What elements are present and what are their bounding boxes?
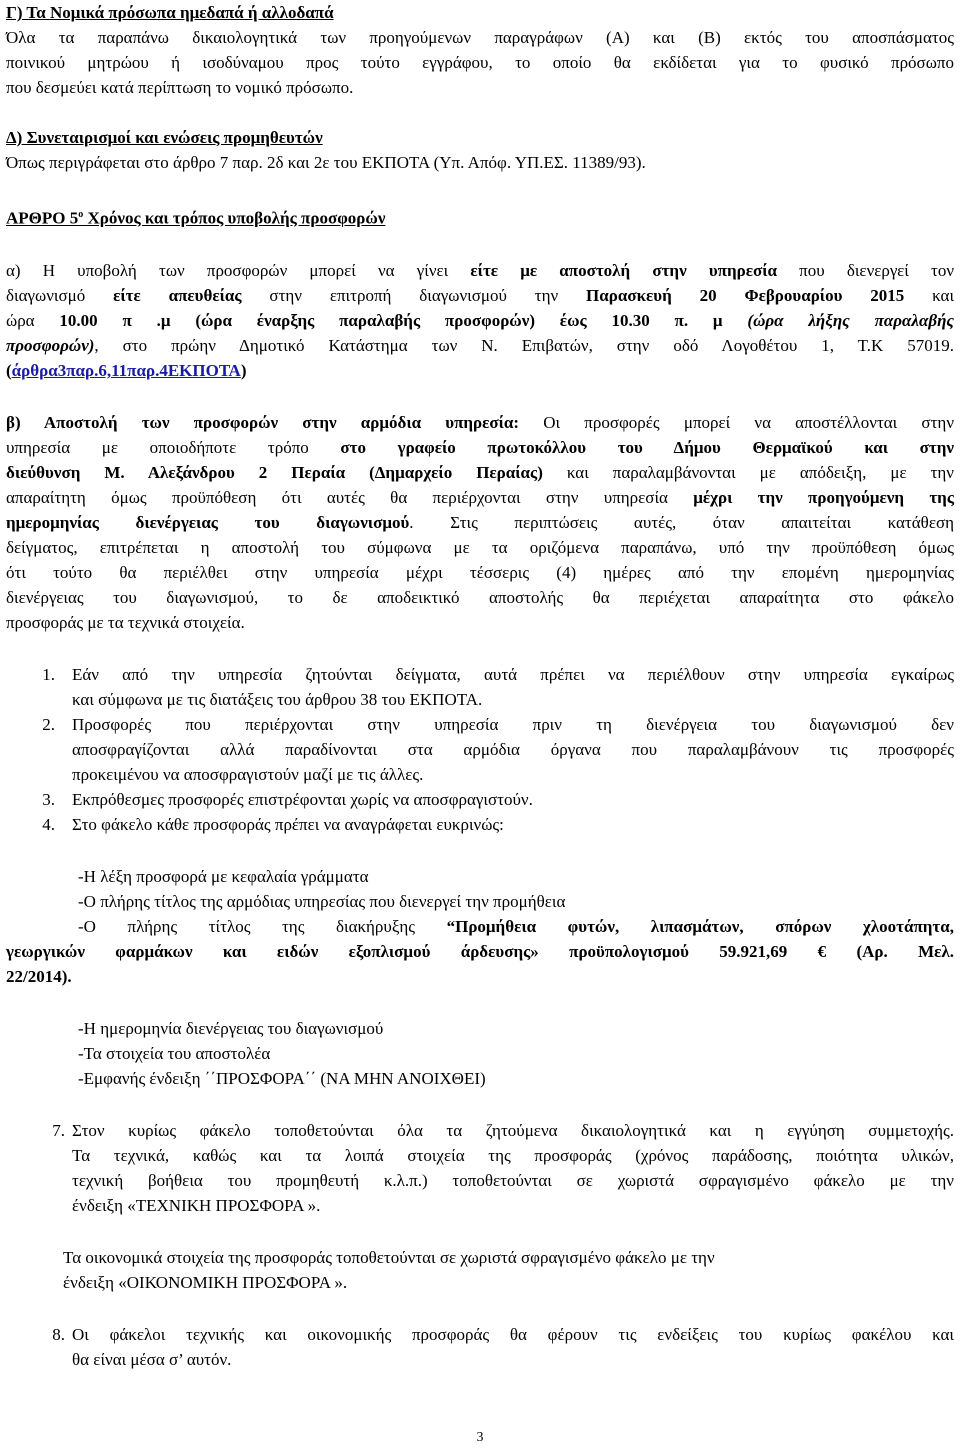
list-item-line: Τα οικονομικά στοιχεία της προσφοράς τοποθετούνται σε χωριστά σφραγισμένο φάκελο με την bbox=[63, 1248, 715, 1267]
text-run: ώρα bbox=[6, 311, 60, 330]
text-run: Οι προσφορές μπορεί να αποστέλλονται στην bbox=[519, 413, 954, 432]
para-b-line bbox=[6, 410, 954, 435]
text-run-bold-italic: (ώρα λήξης παραλαβής bbox=[747, 311, 954, 330]
text-run-bold: στο γραφείο πρωτοκόλλου του Δήμου Θερμαϊκού και στην bbox=[340, 438, 954, 457]
text-run: και παραλαμβάνονται με απόδειξη, με την bbox=[542, 463, 954, 482]
page-number: 3 bbox=[476, 1430, 484, 1445]
envelope-detail: -Τα στοιχεία του αποστολέα bbox=[78, 1044, 271, 1063]
list-item-line: προκειμένου να αποσφραγιστούν μαζί με τις άλλες. bbox=[72, 765, 424, 784]
envelope-detail bbox=[78, 914, 954, 939]
para-a-line bbox=[6, 308, 954, 333]
para-b-line: ότι τούτο θα περιέλθει στην υπηρεσία μέχρι τέσσερις (4) ημέρες από την επομένη ημερομηνίας bbox=[6, 563, 954, 582]
envelope-detail: -Η λέξη προσφορά με κεφαλαία γράμματα bbox=[78, 867, 369, 886]
para-a-line bbox=[6, 283, 954, 308]
list-item-line: ένδειξη «ΟΙΚΟΝΟΜΙΚΗ ΠΡΟΣΦΟΡΑ ». bbox=[63, 1273, 348, 1292]
list-item-line: Στον κυρίως φάκελο τοποθετούνται όλα τα ζητούμενα δικαιολογητικά και η εγγύηση συμμετοχής. bbox=[72, 1121, 954, 1140]
text-run: στην επιτροπή διαγωνισμού την bbox=[241, 286, 587, 305]
envelope-detail: -Εμφανής ένδειξη ΄΄ΠΡΟΣΦΟΡΑ΄΄ (ΝΑ ΜΗΝ ΑΝΟΙΧΘΕΙ) bbox=[78, 1069, 486, 1088]
tender-title: “Προμήθεια φυτών, λιπασμάτων, σπόρων χλοοτάπητα, bbox=[446, 917, 954, 936]
list-item-line: Προσφορές που περιέρχονται στην υπηρεσία πριν τη διενέργεια του διαγωνισμού δεν bbox=[72, 715, 954, 734]
text-run: διαγωνισμό bbox=[6, 286, 114, 305]
text-run-bold: είτε απευθείας bbox=[113, 286, 242, 305]
para-a-line bbox=[6, 358, 954, 383]
para-b-line bbox=[6, 435, 954, 460]
document-page: Γ) Τα Νομικά πρόσωπα ημεδαπά ή αλλοδαπά Όλα τα παραπάνω δικαιολογητικά των προηγούμενων παραγράφων (Α) και (Β) εκτός του αποσπάσματος ποινικού μητρώου ή ισοδύναμου προς τούτο εγγράφου, το οποίο θα εκδίδεται για το φυσικό πρόσωπο που δεσμεύει κατά περίπτωση το νομικό πρόσωπο. Δ) Συνεταιρισμοί και ενώσεις προμηθευτών Όπως περιγράφεται στο άρθρο 7 παρ. 2δ και 2ε του ΕΚΠΟΤΑ (Υπ. Απόφ. ΥΠ.ΕΣ. 11389/93). ΑΡΘΡΟ $5^o$ Χρόνος και τρόπος υποβολής προσφορών α) Η υποβολή των προσφορών μπορεί να γίνει είτε με αποστολή στην υπηρεσία που διενεργεί τον διαγωνισμό είτε απευθείας στην επιτροπή διαγωνισμού την Παρασκευή 20 Φεβρουαρίου 2015 και ώρα 10.00 π .μ (ώρα έναρξης παραλαβής προσφορών) έως 10.30 π. μ (ώρα λήξης παραλαβής προσφορών), στο πρώην Δημοτικό Κατάστημα των Ν. Επιβατών, στην οδό Λογοθέτου 1, Τ.Κ 57019. (άρθρα3παρ.6,11παρ.4ΕΚΠΟΤΑ) β) Αποστολή των προσφορών στην αρμόδια υπηρεσία: Οι προσφορές μπορεί να αποστέλλονται στην υπηρεσία με οποιοδήποτε τρόπο στο γραφείο πρωτοκόλλου του Δήμου Θερμαϊκού και στην διεύθυνση Μ. Αλεξάνδρου 2 Περαία (Δημαρχείο Περαίας) και παραλαμβάνονται με απόδειξη, με την απαραίτητη όμως προϋπόθεση ότι αυτές θα περιέρχονται στην υπηρεσία μέχρι την προηγούμενη της ημερομηνίας διενέργειας του διαγωνισμού. Στις περιπτώσεις αυτές, όταν απαιτείται κατάθεση δείγματος, επιτρέπεται η αποστολή του σύμφωνα με τα οριζόμενα παραπάνω, υπό την προϋπόθεση όμως ότι τούτο θα περιέλθει στην υπηρεσία μέχρι τέσσερις (4) ημέρες από την επομένη ημερομηνίας διενέργειας του διαγωνισμού, το δε αποδεικτικό αποστολής θα περιέχεται απαραίτητα στο φάκελο προσφοράς με τα τεχνικά στοιχεία. 1. Εάν από την υπηρεσία ζητούνται δείγματα, αυτά πρέπει να περιέλθουν στην υπηρεσία εγκαίρως και σύμφωνα με τις διατάξεις του άρθρου 38 του ΕΚΠΟΤΑ. 2. Προσφορές που περιέρχονται στην υπηρεσία πριν τη διενέργεια του διαγωνισμού δεν αποσφραγίζονται αλλά παραδίνονται στα αρμόδια όργανα που παραλαμβάνουν τις προσφορές προκειμένου να αποσφραγιστούν μαζί με τις άλλες. 3. Εκπρόθεσμες προσφορές επιστρέφονται χωρίς να αποσφραγιστούν. 4. Στο φάκελο κάθε προσφοράς πρέπει να αναγράφεται ευκρινώς: -Η λέξη προσφορά με κεφαλαία γράμματα -Ο πλήρης τίτλος της αρμόδιας υπηρεσίας που διενεργεί την προμήθεια -Ο πλήρης τίτλος της διακήρυξης “Προμήθεια φυτών, λιπασμάτων, σπόρων χλοοτάπητα, γεωργικών φαρμάκων και ειδών εξοπλισμού άρδευσης» προϋπολογισμού 59.921,69 € (Αρ. Μελ. 22/2014). -Η ημερομηνία διενέργειας του διαγωνισμού -Τα στοιχεία του αποστολέα -Εμφανής ένδειξη ΄΄ΠΡΟΣΦΟΡΑ΄΄ (ΝΑ ΜΗΝ ΑΝΟΙΧΘΕΙ) 7. Στον κυρίως φάκελο τοποθετούνται όλα τα ζητούμενα δικαιολογητικά και η εγγύηση συμμετοχής. Τα τεχνικά, καθώς και τα λοιπά στοιχεία της προσφοράς (χρόνος παράδοσης, ποιότητα υλικών, τεχνική βοήθεια του προμηθευτή κ.λ.π.) τοποθετούνται σε χωριστά σφραγισμένο φάκελο με την ένδειξη «ΤΕΧΝΙΚΗ ΠΡΟΣΦΟΡΑ ». Τα οικονομικά στοιχεία της προσφοράς τοποθετούνται σε χωριστά σφραγισμένο φάκελο με την ένδειξη «ΟΙΚΟΝΟΜΙΚΗ ΠΡΟΣΦΟΡΑ ». 8. Οι φάκελοι τεχνικής και οικονομικής προσφοράς θα φέρουν τις ενδείξεις του κυρίως φακέλου και θα είναι μέσα σ’ αυτόν. 3 bbox=[0, 0, 960, 1449]
budget-text: » προϋπολογισμού 59.921,69 € (Αρ. Μελ. bbox=[530, 942, 954, 961]
list-item-line: θα είναι μέσα σ’ αυτόν. bbox=[72, 1350, 232, 1369]
section-d-text-line: Όπως περιγράφεται στο άρθρο 7 παρ. 2δ και 2ε του ΕΚΠΟΤΑ (Υπ. Απόφ. ΥΠ.ΕΣ. 11389/93). bbox=[6, 153, 646, 172]
article-superscript: ο bbox=[78, 209, 84, 220]
article-5-heading bbox=[6, 202, 954, 231]
text-run-bold: ημερομηνίας διενέργειας του διαγωνισμού bbox=[6, 513, 410, 532]
list-item-line: αποσφραγίζονται αλλά παραδίνονται στα αρμόδια όργανα που παραλαμβάνουν τις προσφορές bbox=[72, 740, 954, 759]
para-b-line: προσφοράς με τα τεχνικά στοιχεία. bbox=[6, 613, 245, 632]
para-a-line bbox=[6, 258, 954, 283]
text-run: υπηρεσία με οποιοδήποτε τρόπο bbox=[6, 438, 341, 457]
article-label: ΑΡΘΡΟ 5 bbox=[6, 208, 79, 228]
text-run: ) bbox=[240, 361, 247, 380]
envelope-detail: -Ο πλήρης τίτλος της αρμόδιας υπηρεσίας που διενεργεί την προμήθεια bbox=[78, 892, 566, 911]
section-c-heading: Γ) Τα Νομικά πρόσωπα ημεδαπά ή αλλοδαπά bbox=[6, 3, 334, 22]
list-item-line: τεχνική βοήθεια του προμηθευτή κ.λ.π.) τοποθετούνται σε χωριστά σφραγισμένο φάκελο με την bbox=[72, 1171, 954, 1190]
text-run: -Ο πλήρης τίτλος της διακήρυξης bbox=[78, 917, 447, 936]
date-text: Παρασκευή 20 Φεβρουαρίου 2015 bbox=[586, 286, 905, 305]
text-run-bold: μέχρι την προηγούμενη της bbox=[693, 488, 954, 507]
envelope-detail bbox=[6, 939, 954, 964]
list-item-line: Εάν από την υπηρεσία ζητούνται δείγματα, αυτά πρέπει να περιέλθουν στην υπηρεσία εγκαίρως bbox=[72, 665, 954, 684]
text-run-bold: διεύθυνση Μ. Αλεξάνδρου 2 Περαία (Δημαρχείο Περαίας) bbox=[6, 463, 543, 482]
list-item-line: Οι φάκελοι τεχνικής και οικονομικής προσφοράς θα φέρουν τις ενδείξεις του κυρίως φακέλου και bbox=[72, 1325, 954, 1344]
list-item-line: Τα τεχνικά, καθώς και τα λοιπά στοιχεία της προσφοράς (χρόνος παράδοσης, ποιότητα υλικών, bbox=[72, 1146, 954, 1165]
para-a-line bbox=[6, 333, 954, 358]
section-c-text-line: που δεσμεύει κατά περίπτωση το νομικό πρόσωπο. bbox=[6, 78, 354, 97]
text-run: που διενεργεί τον bbox=[777, 261, 955, 280]
article-title: Χρόνος και τρόπος υποβολής προσφορών bbox=[83, 208, 386, 228]
section-c-text-line: ποινικού μητρώου ή ισοδύναμου προς τούτο εγγράφου, το οποίο θα εκδίδεται για το φυσικό πρόσωπο bbox=[6, 53, 954, 72]
envelope-detail: 22/2014). bbox=[6, 967, 72, 986]
text-run: . Στις περιπτώσεις αυτές, όταν απαιτείται κατάθεση bbox=[409, 513, 955, 532]
law-reference-link[interactable]: άρθρα3παρ.6,11παρ.4ΕΚΠΟΤΑ bbox=[11, 361, 241, 380]
list-item-line: ένδειξη «ΤΕΧΝΙΚΗ ΠΡΟΣΦΟΡΑ ». bbox=[72, 1196, 321, 1215]
section-d-heading: Δ) Συνεταιρισμοί και ενώσεις προμηθευτών bbox=[6, 128, 323, 147]
text-run: , στο πρώην Δημοτικό Κατάστημα των Ν. Επιβατών, στην οδό Λογοθέτου 1, Τ.Κ 57019. bbox=[94, 336, 954, 355]
text-run: α) Η υποβολή των προσφορών μπορεί να γίνει bbox=[6, 261, 471, 280]
time-text: 10.00 π .μ (ώρα έναρξης παραλαβής προσφορών) έως 10.30 π. μ bbox=[59, 311, 748, 330]
list-item-line: και σύμφωνα με τις διατάξεις του άρθρου 38 του ΕΚΠΟΤΑ. bbox=[72, 690, 483, 709]
section-c-text-line: Όλα τα παραπάνω δικαιολογητικά των προηγούμενων παραγράφων (Α) και (Β) εκτός του αποσπάσματος bbox=[6, 28, 954, 47]
text-run: απαραίτητη όμως προϋπόθεση ότι αυτές θα περιέρχονται στην υπηρεσία bbox=[6, 488, 694, 507]
text-run: ( bbox=[6, 361, 12, 380]
list-item-line: Εκπρόθεσμες προσφορές επιστρέφονται χωρίς να αποσφραγιστούν. bbox=[72, 790, 533, 809]
envelope-detail: -Η ημερομηνία διενέργειας του διαγωνισμού bbox=[78, 1019, 384, 1038]
para-b-line bbox=[6, 485, 954, 510]
para-b-line: δείγματος, επιτρέπεται η αποστολή του σύμφωνα με τα οριζόμενα παραπάνω, υπό την προϋπόθεση όμως bbox=[6, 538, 954, 557]
tender-title: γεωργικών φαρμάκων και ειδών εξοπλισμού άρδευσης bbox=[6, 942, 531, 961]
text-run-bold: είτε με αποστολή στην υπηρεσία bbox=[470, 261, 778, 280]
text-run-bold-italic: προσφορών) bbox=[6, 336, 95, 355]
para-b-line bbox=[6, 510, 954, 535]
text-run: και bbox=[904, 286, 955, 305]
para-b-line: διενέργειας του διαγωνισμού, το δε αποδεικτικό αποστολής θα περιέχεται απαραίτητα στο φάκελο bbox=[6, 588, 954, 607]
para-b-line bbox=[6, 460, 954, 485]
text-run-bold: β) Αποστολή των προσφορών στην αρμόδια υπηρεσία: bbox=[6, 413, 520, 432]
list-item-line: Στο φάκελο κάθε προσφοράς πρέπει να αναγράφεται ευκρινώς: bbox=[72, 815, 504, 834]
